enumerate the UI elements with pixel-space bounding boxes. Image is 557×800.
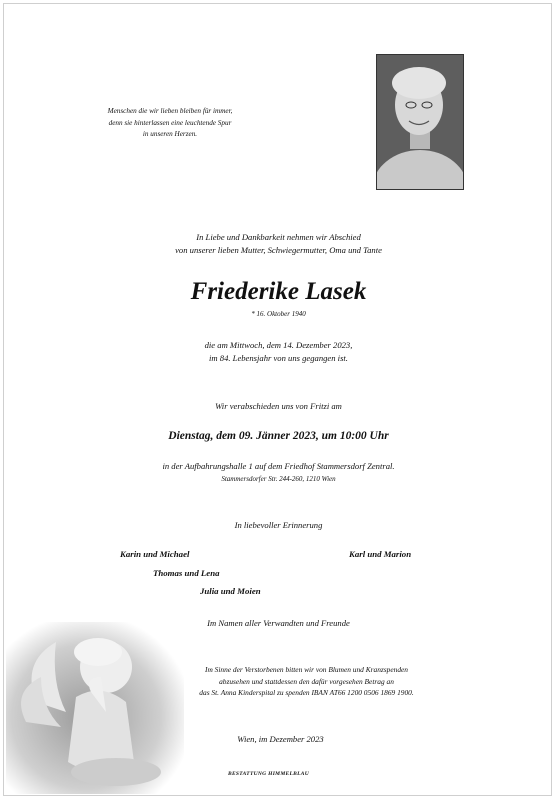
relatives-text: Im Namen aller Verwandten und Freunde bbox=[207, 618, 350, 628]
birth-date: * 16. Oktober 1940 bbox=[251, 310, 306, 318]
quote-line: Menschen die wir lieben bleiben für immer, bbox=[107, 107, 233, 115]
place-date: Wien, im Dezember 2023 bbox=[237, 734, 324, 744]
ceremony-date: Dienstag, dem 09. Jänner 2023, um 10:00 Uhr bbox=[168, 430, 389, 442]
memory-text: In liebevoller Erinnerung bbox=[234, 520, 323, 530]
portrait-image bbox=[377, 55, 463, 189]
family-thomas-lena: Thomas und Lena bbox=[153, 568, 220, 578]
intro-text bbox=[0, 231, 557, 257]
farewell-text: Wir verabschieden uns von Fritzi am bbox=[215, 401, 342, 411]
death-text bbox=[0, 339, 557, 365]
portrait-photo bbox=[376, 54, 464, 190]
memorial-quote bbox=[60, 106, 280, 141]
donation-line: abzusehen und stattdessen den dafür vorgesehen Betrag an bbox=[219, 676, 394, 686]
intro-line: von unserer lieben Mutter, Schwiegermutter, Oma und Tante bbox=[175, 245, 382, 255]
deceased-name: Friederike Lasek bbox=[190, 278, 367, 305]
family-julia-moien: Julia und Moien bbox=[200, 586, 261, 596]
undertaker-logo: BESTATTUNG HIMMELBLAU bbox=[227, 771, 310, 777]
death-line: im 84. Lebensjahr von uns gegangen ist. bbox=[209, 353, 348, 363]
family-karin-michael: Karin und Michael bbox=[120, 549, 190, 559]
donation-text bbox=[28, 664, 557, 699]
location-text bbox=[0, 460, 557, 485]
family-karl-marion: Karl und Marion bbox=[349, 549, 412, 559]
quote-line: denn sie hinterlassen eine leuchtende Spur bbox=[108, 118, 232, 127]
location-address: Stammersdorfer Str. 244-260, 1210 Wien bbox=[221, 475, 336, 483]
donation-line: Im Sinne der Verstorbenen bitten wir von Blumen und Kranzspenden bbox=[204, 665, 408, 674]
donation-line: das St. Anna Kinderspital zu spenden IBAN AT66 1200 0506 1869 1900. bbox=[199, 688, 414, 697]
angel-statue-icon bbox=[6, 622, 184, 794]
angel-image bbox=[6, 622, 184, 794]
intro-line: In Liebe und Dankbarkeit nehmen wir Abschied bbox=[196, 232, 361, 242]
location-line: in der Aufbahrungshalle 1 auf dem Friedhof Stammersdorf Zentral. bbox=[162, 461, 395, 471]
quote-line: in unseren Herzen. bbox=[142, 130, 198, 138]
death-line: die am Mittwoch, dem 14. Dezember 2023, bbox=[204, 340, 353, 350]
